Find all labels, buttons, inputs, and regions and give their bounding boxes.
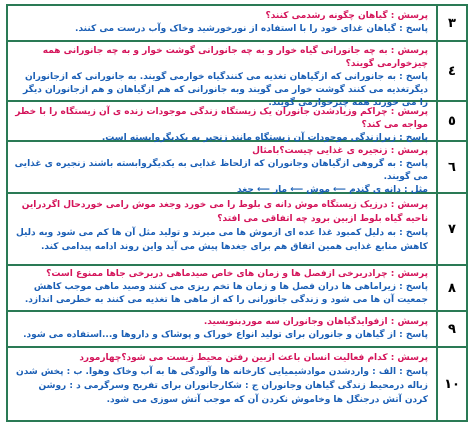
qa-table bbox=[6, 4, 468, 422]
table-row bbox=[8, 194, 466, 266]
question-text: پرسش : به چه جانورانی گیاه خوار و به چه جانورانی گوشت خوار و به چه جانورانی همه چیزخوارمی گویند؟ bbox=[42, 46, 428, 69]
table-row bbox=[8, 348, 466, 420]
question-text: پرسش : چراکم وزیادشدن جانوران یک زیستگاه زندگی موجودات زنده ی آن زیستگاه را با خطر مواجه می کند؟ bbox=[15, 107, 428, 130]
row-content bbox=[8, 102, 434, 143]
row-content bbox=[8, 142, 434, 195]
row-content bbox=[8, 312, 434, 346]
row-content bbox=[8, 6, 434, 40]
row-number: ٩ bbox=[436, 312, 466, 346]
question-text: پرسش : کدام فعالیت انسان باعث ازبین رفتن محیط زیست می شود؟چهارمورد bbox=[79, 353, 428, 363]
row-number: ٨ bbox=[436, 266, 466, 310]
table-row bbox=[8, 6, 466, 42]
row-content bbox=[8, 348, 434, 420]
table-row bbox=[8, 42, 466, 108]
row-number: ٧ bbox=[436, 194, 466, 264]
row-content bbox=[8, 42, 434, 108]
table-row bbox=[8, 142, 466, 194]
table-row bbox=[8, 312, 466, 348]
answer-text: پاسخ : زیراماهی ها دران فصل ها و زمان ها تخم ریزی می کنند وصید ماهی موجب کاهش جمعیت آن ها می شود و زندگی جانورانی را که از ماهی ها تغذیه می کنند به خطرمی اندازد. bbox=[24, 282, 428, 305]
row-content bbox=[8, 266, 434, 310]
question-text: پرسش : ازفوایدگیاهان وجانوران سه موردبنویسید. bbox=[203, 317, 428, 327]
row-number: ٦ bbox=[436, 142, 466, 192]
question-text: پرسش : زنجیره ی غذایی چیست؟بامثال bbox=[252, 146, 428, 156]
question-text: پرسش : چرادربرخی ازفصل ها و زمان های خاص صیدماهی دربرخی جاها ممنوع است؟ bbox=[46, 269, 428, 279]
question-text: پرسش : گیاهان چگونه رشدمی کنند؟ bbox=[265, 11, 428, 21]
answer-text: پاسخ : به دلیل کمبود غذا عده ای ازموش ها می میرند و تولید مثل آن ها کم می شود وبه دلیل کاهش منابع غذایی همین اتفاق هم برای جغدها پیش می آید واین روند ادامه پیدامی کند. bbox=[15, 228, 428, 252]
answer-text: پاسخ : زیرازندگی موجودات آن زیستگاه مانند زنجیر به یکدیگروابسته است. bbox=[101, 133, 428, 143]
question-text: پرسش : درزیک زیستگاه موش دانه ی بلوط را می خورد وجغد موش رامی خوردحال اگردراین ناحیه گیاه بلوط ازبین برود چه اتفاقی می افتد؟ bbox=[21, 200, 428, 224]
answer-text: پاسخ : گیاهان غذای خود را با استفاده از نورخورشید وخاک وآب درست می کنند. bbox=[75, 24, 428, 34]
row-number: ٤ bbox=[436, 42, 466, 100]
answer-text: پاسخ : به گروهی ازگیاهان وجانوران که ازلحاظ غذایی به یکدیگروابسته باشند زنجیره ی غذایی می گویند. bbox=[14, 159, 428, 182]
answer-text: پاسخ : از گیاهان و جانوران برای تولید انواع خوراک و پوشاک و داروها و...استفاده می شود. bbox=[23, 330, 428, 340]
table-row bbox=[8, 266, 466, 312]
table-row bbox=[8, 102, 466, 142]
example-text: مثل : دانه ی گندم ⟵ موش ⟵ مار ⟵ جغد bbox=[237, 185, 428, 195]
answer-text: پاسخ : الف : واردشدن موادشیمیایی کارخانه ها وآلودگی ها به آب وخاک وهوا. ب : پخش شدن زباله درمحیط زندگی گیاهان وجانوران ج : شکارجانوران برای تفریح وسرگرمی د : روشن کردن آتش درجنگل ها وخاموش نکردن آن که موجب آتش سوزی می شود. bbox=[16, 367, 428, 405]
row-number: ١٠ bbox=[436, 348, 466, 420]
row-content bbox=[8, 194, 434, 264]
row-number: ۳ bbox=[436, 6, 466, 40]
answer-text: پاسخ : به جانورانی که ازگیاهان تغذیه می کنندگیاه خوارمی گویند. به جانورانی که ازجانوران دیگرتغذیه می کنند گوشت خوار می گویند وبه جانورانی که هم ازگیاهان و هم ازجانوران دیگر را می خورند همه چیزخوارمی گویند. bbox=[23, 72, 428, 108]
row-number: ٥ bbox=[436, 102, 466, 140]
